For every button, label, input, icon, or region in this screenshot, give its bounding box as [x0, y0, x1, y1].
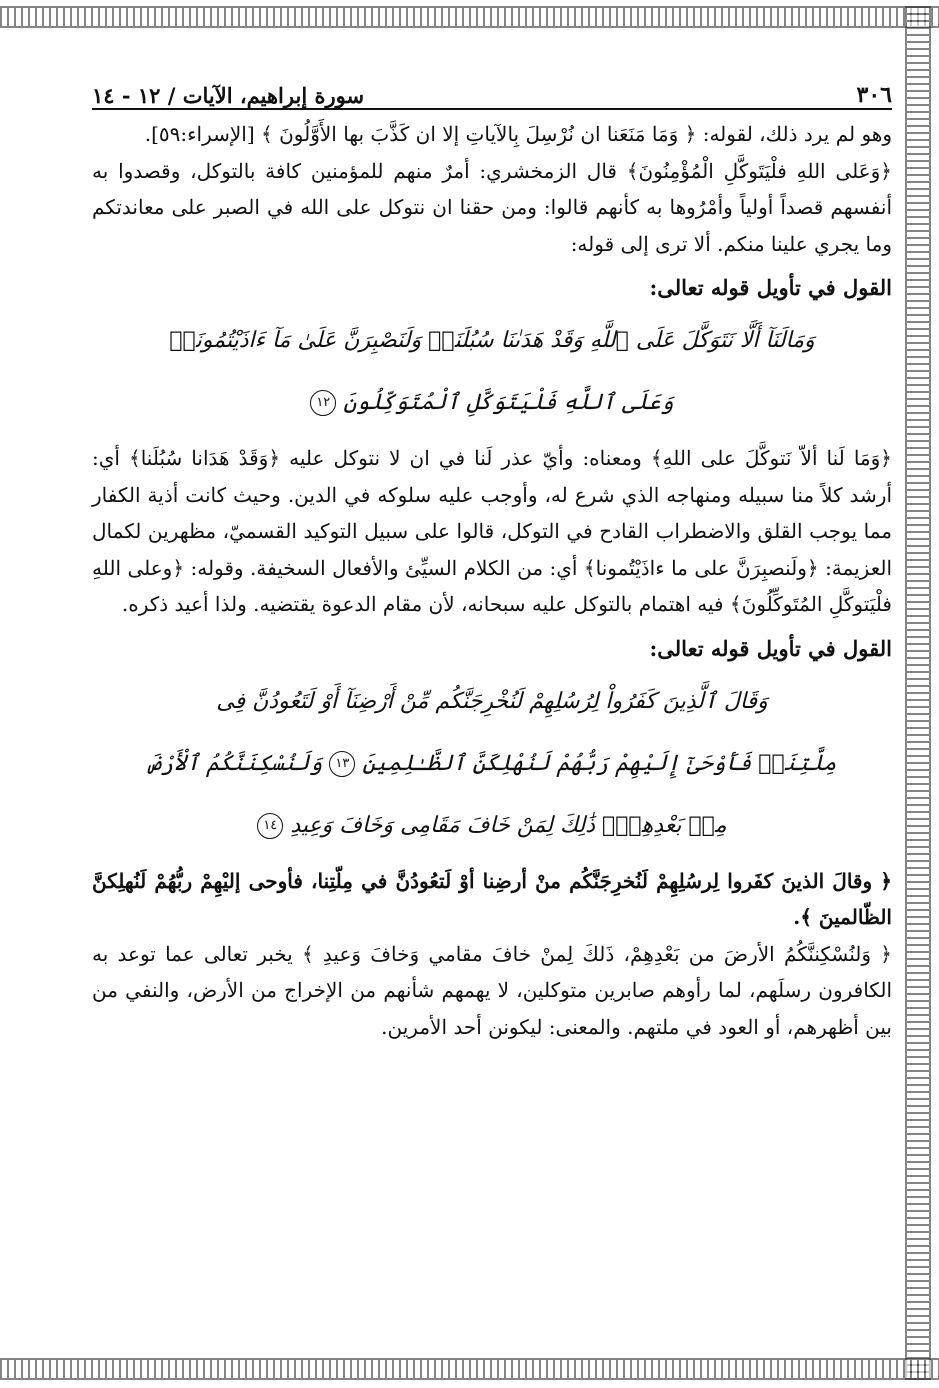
verse-number-marker: ١٤	[257, 813, 283, 839]
section-heading-2: القول في تأويل قوله تعالى:	[649, 635, 892, 661]
verse-number-marker: ١٣	[329, 751, 355, 777]
verse-12-block	[92, 310, 892, 434]
verse-12-line-2	[92, 372, 892, 434]
section-heading-1: القول في تأويل قوله تعالى:	[649, 275, 892, 300]
paragraph-4: ﴿ وقالَ الذينَ كفَروا لِرسُلِهِمْ لَنُخرِجَنَّكُم منْ أرضِنا أوْ لَتعُودُنَّ في مِلّتِنا، فأوحى إليْهِمْ ربُّهُمْ لَنُهلِكنَّ الظّالمينَ ﴾.	[92, 868, 892, 929]
verse-14-line-1-text: وَلَنُسْكِنَنَّكُمُ ٱلْأَرْضَ	[147, 750, 323, 776]
paragraph-5: ﴿ وَلنُسْكِننَّكُمُ الأرضَ من بَعْدِهِمْ، ذَلكَ لِمنْ خافَ مقامي وَخافَ وَعيدِ ﴾ يخبر تعالى عما توعد به الكافرون رسلَهم، لما رأوهم صابرين متوكلين، لا يهمهم شأنهم من الإخراج من الأرض، والنفي من بين أظهرهم، أو العود في ملتهم. والمعنى: ليكونن أحد الأمرين.	[92, 941, 892, 1039]
verse-13-14-block	[92, 671, 892, 857]
verse-13-line-2	[92, 733, 892, 795]
paragraph-1: وهو لم يرد ذلك، لقوله: ﴿ وَمَا مَنَعَنا ان نُرْسِلَ بِالآياتِ إلا ان كَذَّبَ بها الأَوَّلُونَ ﴾ [الإسراء:٥٩].	[144, 122, 892, 146]
verse-12-line-1: وَمَالَنَآ أَلَّا نَتَوَكَّلَ عَلَى ٱللَّهِ وَقَدْ هَدَىٰنَا سُبُلَنَاۚ وَلَنَصْبِرَنَّ عَلَىٰ مَآ ءَاذَيْتُمُونَاۚ	[169, 328, 815, 353]
page-number: ٣٠٦	[856, 82, 892, 108]
verse-14-line-2-text: مِنۢ بَعْدِهِمْۚ ذَٰلِكَ لِمَنْ خَافَ مَقَامِى وَخَافَ وَعِيدِ	[290, 812, 727, 838]
verse-14-line-2	[92, 795, 892, 857]
paragraph-3: ﴿وَمَا لَنا ألاّ نَتوكَّلَ على اللهِ﴾ ومعناه: وأيّ عذر لَنا في ان لا نتوكل عليه ﴿وَقَدْ هَدَانا سُبُلَنا﴾ أي: أرشد كلاً منا سبيله ومنهاجه الذي شرع له، وأوجب عليه سلوكه في الدين. وحيث كانت أذية الكفار مما يوجب القلق والاضطراب القادح في التوكل، قالوا على سبيل التوكيد القسميّ، مظهرين لكمال العزيمة: ﴿ولَنصبِرَنَّ على ما ءاذَيْتُمونا﴾ أي: من الكلام السيِّئ والأفعال السخيفة. وقوله: ﴿وعلى اللهِ فلْيَتوكَّلِ المُتَوكِّلُونَ﴾ فيه اهتمام بالتوكل عليه سبحانه، لأن مقام الدعوة يقتضيه. ولذا أعيد ذكره.	[92, 446, 892, 616]
verse-number-marker: ١٢	[310, 390, 336, 416]
bottom-ornamental-border	[0, 1358, 939, 1380]
right-ornamental-border	[905, 6, 931, 1380]
verse-13-line-1: وَقَالَ ٱلَّذِينَ كَفَرُواْ لِرُسُلِهِمْ لَنُخْرِجَنَّكُم مِّنْ أَرْضِنَآ أَوْ لَتَعُودُنَّ فِى	[216, 688, 768, 714]
paragraph-2: ﴿وَعَلى اللهِ فلْيَتَوكَّلِ الْمُؤْمِنُونَ﴾ قال الزمخشري: أمرٌ منهم للمؤمنين كافة بالتوكل، وقصدوا به أنفسهم قصداً أولياً وأمْرُوها به كأنهم قالوا: ومن حقنا ان نتوكل على الله في الصبر على معاندتكم وما يجري علينا منكم. ألا ترى إلى قوله:	[92, 158, 892, 256]
verse-12-line-2-text: وَعَلَى ٱللَّهِ فَلْيَتَوَكَّلِ ٱلْمُتَوَكِّلُونَ	[343, 390, 674, 415]
verse-13-line-2-text: مِلَّتِنَاۖ فَأَوْحَىٰٓ إِلَيْهِمْ رَبُّهُمْ لَنُهْلِكَنَّ ٱلظَّـٰلِمِينَ	[362, 750, 837, 776]
surah-title: سورة إبراهيم، الآيات / ١٢ - ١٤	[92, 83, 365, 108]
top-ornamental-border	[0, 6, 939, 28]
page-header	[92, 66, 892, 110]
book-page	[92, 66, 892, 1356]
